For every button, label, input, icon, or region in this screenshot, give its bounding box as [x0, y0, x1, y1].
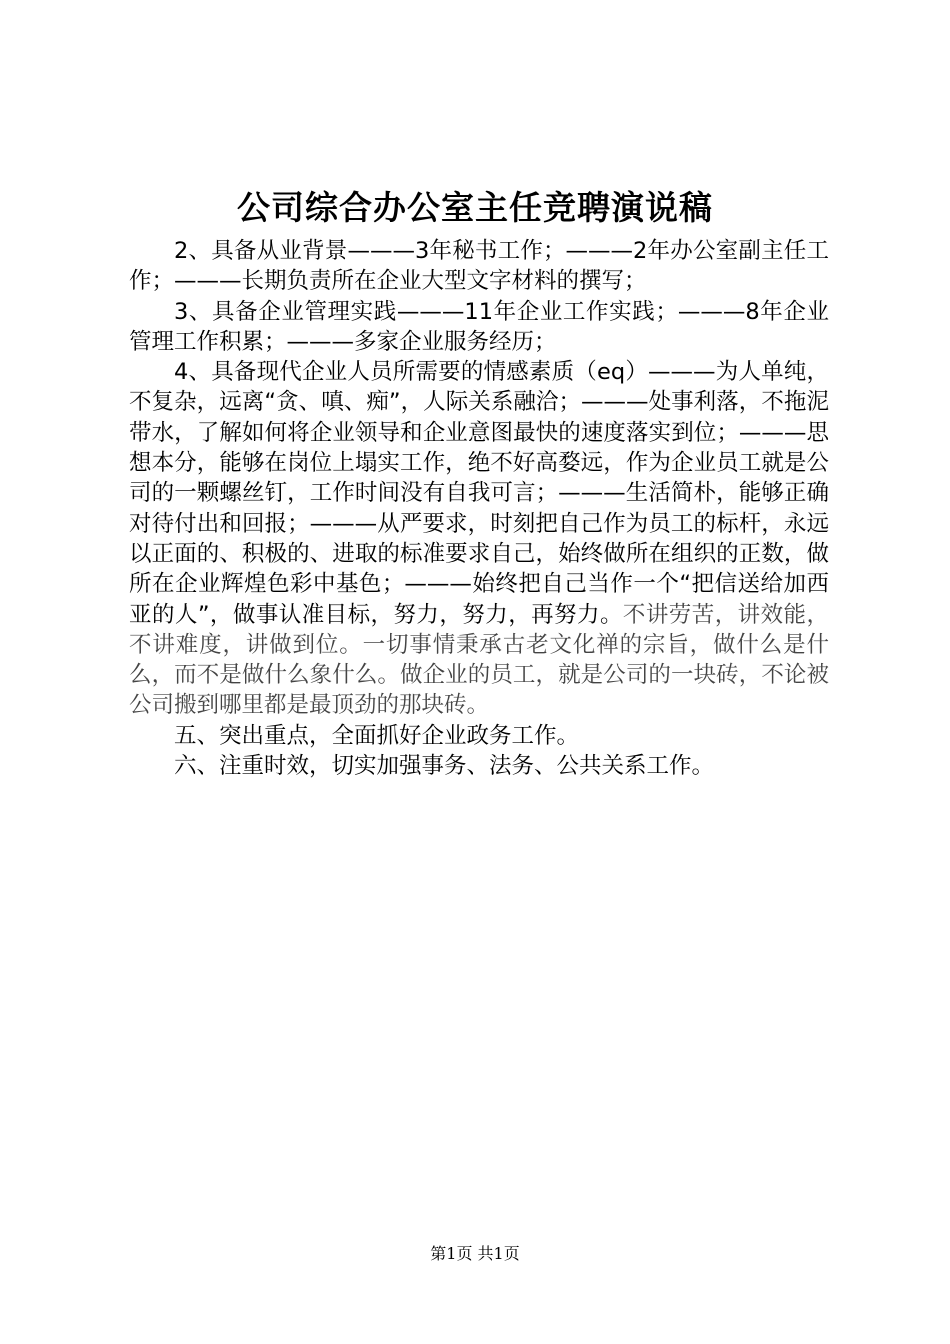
paragraph-background: 2、具备从业背景———3年秘书工作；———2年办公室副主任工作；———长期负责所在企业大型文字材料的撰写； — [129, 238, 829, 295]
document-body — [129, 236, 829, 781]
paragraph-management-practice: 3、具备企业管理实践———11年企业工作实践；———8年企业管理工作积累；———多家企业服务经历； — [129, 298, 829, 355]
document-title: 公司综合办公室主任竞聘演说稿 — [237, 188, 713, 227]
paragraph-government-affairs: 五、突出重点，全面抓好企业政务工作。 — [174, 722, 580, 749]
paragraph-emotional-quality-main: 4、具备现代企业人员所需要的情感素质（eq）———为人单纯，不复杂，远离“贪、嗔、痴”，人际关系融洽；———处事利落，不拖泥带水，了解如何将企业领导和企业意图最快的速度落实到位；———思想本分，能够在岗位上塌实工作，绝不好高婺远，作为企业员工就是公司的一颗螺丝钉，工作时间没有自我可言；———生活简朴，能够正确对待付出和回报；———从严要求，时刻把自己作为员工的标杆，永远以正面的、积极的、进取的标准要求自己，始终做所在组织的正数，做所在企业辉煌色彩中基色；———始终把自己当作一个“把信送给加西亚的人”，做事认准目标，努力，努力，再努力。 — [129, 359, 829, 628]
paragraph-emotional-quality — [129, 357, 829, 721]
paragraph-public-relations: 六、注重时效，切实加强事务、法务、公共关系工作。 — [174, 753, 715, 780]
paragraph-emotional-quality-tail: 不讲劳苦，讲效能，不讲难度，讲做到位。一切事情秉承古老文化禅的宗旨，做什么是什么，而不是做什么象什么。做企业的员工，就是公司的一块砖，不论被公司搬到哪里都是最顶劲的那块砖。 — [129, 601, 829, 719]
page-number-footer: 第1页 共1页 — [430, 1244, 520, 1263]
